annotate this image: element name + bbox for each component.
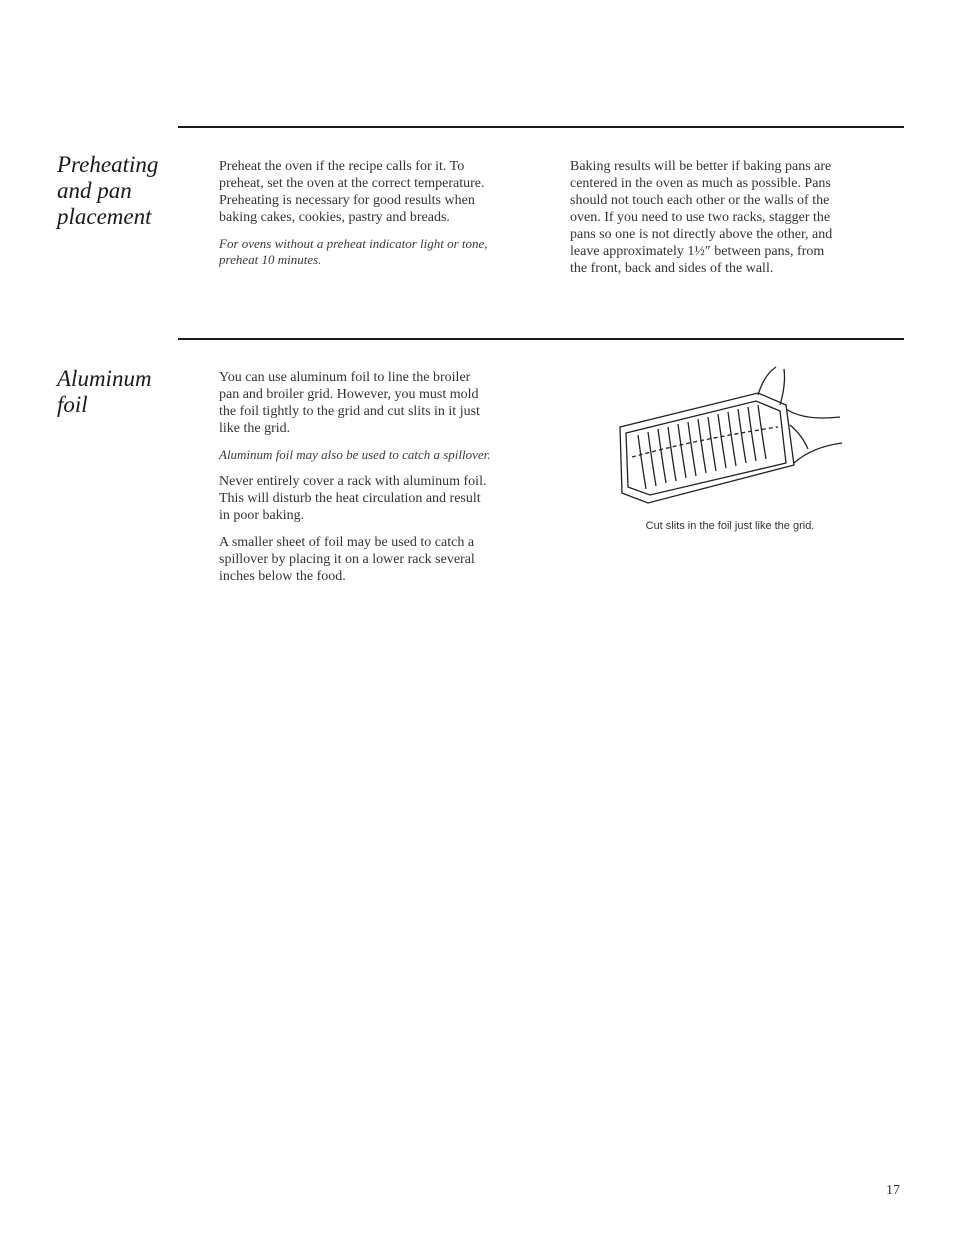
pan-placement-paragraph: Baking results will be better if baking pans are centered in the oven as much as possible. Pans should not touch each other or the walls of the oven. If you need to use two racks, stagger the pans so one is not directly above the other, and leave approximately 1½″ between pans, from the front, back and sides of the wall. bbox=[570, 159, 833, 276]
preheat-column-2 bbox=[570, 158, 904, 287]
section-rule-top bbox=[178, 126, 904, 128]
heading-line: Preheating bbox=[57, 152, 159, 177]
section-rule-middle bbox=[178, 338, 904, 340]
page-number: 17 bbox=[886, 1183, 900, 1198]
foil-note: Aluminum foil may also be used to catch a spillover. bbox=[219, 447, 491, 462]
heading-line: Aluminum bbox=[57, 366, 152, 391]
preheat-column-1 bbox=[219, 158, 559, 278]
foil-paragraph: You can use aluminum foil to line the broiler pan and broiler grid. However, you must mold the foil tightly to the grid and cut slits in it just like the grid. bbox=[219, 370, 480, 436]
heading-line: placement bbox=[57, 204, 152, 229]
foil-column bbox=[219, 369, 564, 595]
heading-line: and pan bbox=[57, 178, 132, 203]
foil-spillover-paragraph: A smaller sheet of foil may be used to catch a spillover by placing it on a lower rack several inches below the food. bbox=[219, 535, 475, 584]
foil-warning-paragraph: Never entirely cover a rack with aluminum foil. This will disturb the heat circulation and result in poor baking. bbox=[219, 474, 487, 523]
broiler-pan-foil-illustration bbox=[608, 365, 844, 515]
preheat-paragraph: Preheat the oven if the recipe calls for it. To preheat, set the oven at the correct temperature. Preheating is necessary for good results when baking cakes, cookies, pastry and breads. bbox=[219, 159, 485, 225]
illustration-caption: Cut slits in the foil just like the grid. bbox=[645, 520, 815, 532]
preheating-heading bbox=[57, 152, 177, 230]
heading-line: foil bbox=[57, 392, 88, 417]
aluminum-foil-heading bbox=[57, 366, 177, 418]
preheat-note: For ovens without a preheat indicator light or tone, preheat 10 minutes. bbox=[219, 236, 488, 267]
